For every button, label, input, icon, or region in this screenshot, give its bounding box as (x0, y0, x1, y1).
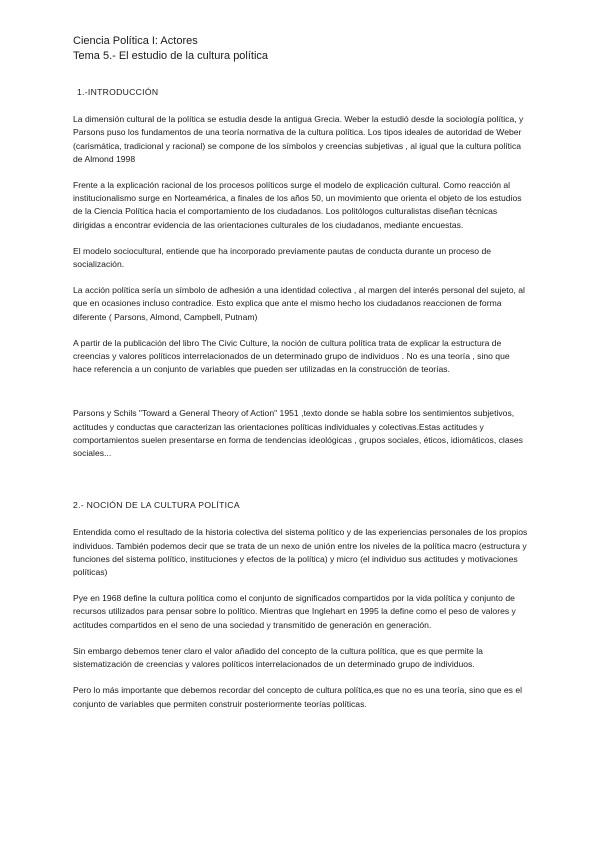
section-heading-introduccion: 1.-INTRODUCCIÓN (77, 87, 159, 97)
document-body (73, 86, 528, 724)
paragraph: La acción política sería un símbolo de adhesión a una identidad colectiva , al margen del interés personal del sujeto, al que en ocasiones incluso contradice. Esto explica que ante el mismo hecho los ciudadanos reaccionen de forma diferente ( Parsons, Almond, Campbell, Putnam) (73, 285, 525, 322)
topic-title: Tema 5.- El estudio de la cultura política (73, 50, 269, 62)
paragraph: El modelo sociocultural, entiende que ha incorporado previamente pautas de conducta durante un proceso de socialización. (73, 245, 492, 270)
paragraph: Pye en 1968 define la cultura política como el conjunto de significados compartidos por la vida política y conjunto de recursos utilizados para pensar sobre lo político. Mientras que Inglehart en 1995 la define como el peso de valores y actitudes compartidos en el seno de una sociedad y transmitido de generación en generación. (73, 593, 516, 630)
paragraph: Sin embargo debemos tener claro el valor añadido del concepto de la cultura política, que es que permite la sistematización de creencias y valores políticos interrelacionados de un determinado grupo de individuos. (73, 645, 483, 670)
paragraph: Entendida como el resultado de la historia colectiva del sistema político y de las experiencias personales de los propios individuos. También podemos decir que se trata de un nexo de unión entre los niveles de la política macro (estructura y funciones del sistema político, instituciones y efectos de la política) y micro (el individuo sus actitudes y motivaciones políticas) (73, 527, 528, 578)
document-header (73, 34, 268, 64)
paragraph: La dimensión cultural de la política se estudia desde la antigua Grecia. Weber la estudió desde la sociología política, y Parsons puso los fundamentos de una teoría normativa de la cultura política. Los tipos ideales de autoridad de Weber (carismática, tradicional y racional) se compone de los símbolos y creencias subjetivas , al igual que la cultura política de Almond 1998 (73, 114, 524, 164)
course-title: Ciencia Política I: Actores (73, 35, 198, 47)
paragraph: A partir de la publicación del libro The Civic Culture, la noción de cultura política trata de explicar la estructura de creencias y valores políticos interrelacionados de un determinado grupo de individuos . No es una teoría , sino que hace referencia a un conjunto de variables que pueden ser utilizadas en la construcción de teorías. (73, 337, 510, 375)
spacer (73, 473, 528, 499)
paragraph: Pero lo más importante que debemos recordar del concepto de cultura política,es que no es una teoría, sino que es el conjunto de variables que permiten construir posteriormente teorías políticas. (73, 685, 523, 709)
paragraph: Frente a la explicación racional de los procesos políticos surge el modelo de explicación cultural. Como reacción al institucionalismo surge en Norteamérica, a finales de los años 50, un movimiento que orienta el objeto de los estudios de la Ciencia Política hacia el comportamiento de los ciudadanos. Los politólogos culturalistas diseñan técnicas dirigidas a encontrar evidencia de las orientaciones culturales de los ciudadanos, mediante encuestas. (73, 180, 522, 230)
spacer (73, 389, 528, 407)
section-heading-nocion: 2.- NOCIÓN DE LA CULTURA POLÍTICA (73, 500, 240, 511)
paragraph: Parsons y Schils "Toward a General Theory of Action" 1951 ,texto donde se habla sobre los sentimientos subjetivos, actitudes y conductas que caracterizan las orientaciones políticas individuales y colectivas.Estas actitudes y comportamientos suelen presentarse en forma de tendencias ideológicas , grupos sociales, éticos, idiomáticos, clases sociales... (73, 408, 523, 459)
